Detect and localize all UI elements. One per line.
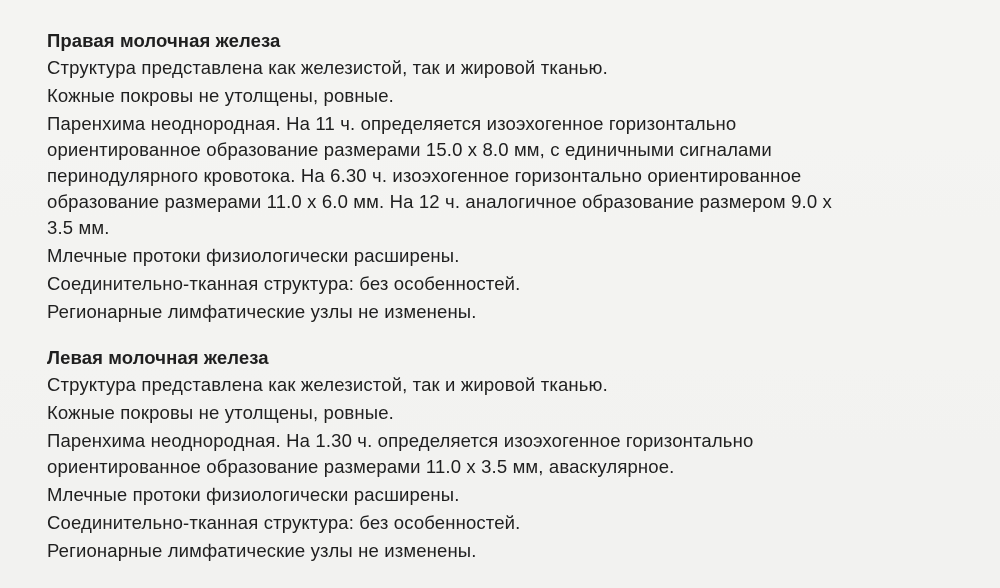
section-title-left: Левая молочная железа xyxy=(47,347,269,368)
text-line: перинодулярного кровотока. На 6.30 ч. изоэхогенное горизонтально ориентированное xyxy=(47,165,802,186)
left-breast-section xyxy=(47,346,977,564)
text-line: Соединительно-тканная структура: без особенностей. xyxy=(47,273,521,294)
text-line: Структура представлена как железистой, так и жировой тканью. xyxy=(47,374,608,395)
text-line: Регионарные лимфатические узлы не изменены. xyxy=(47,540,477,561)
text-line: Кожные покровы не утолщены, ровные. xyxy=(47,402,394,423)
right-breast-section xyxy=(47,29,977,325)
text-line: Регионарные лимфатические узлы не изменены. xyxy=(47,301,477,322)
text-line: ориентированное образование размерами 11.0 х 3.5 мм, аваскулярное. xyxy=(47,456,675,477)
text-line: Паренхима неоднородная. На 11 ч. определяется изоэхогенное горизонтально xyxy=(47,113,737,134)
text-line: ориентированное образование размерами 15.0 х 8.0 мм, с единичными сигналами xyxy=(47,139,772,160)
text-line: Структура представлена как железистой, так и жировой тканью. xyxy=(47,57,608,78)
text-line: Паренхима неоднородная. На 1.30 ч. определяется изоэхогенное горизонтально xyxy=(47,430,754,451)
text-line: образование размерами 11.0 х 6.0 мм. На 12 ч. аналогичное образование размером 9.0 х xyxy=(47,191,832,212)
text-line: Соединительно-тканная структура: без особенностей. xyxy=(47,512,521,533)
text-line: 3.5 мм. xyxy=(47,217,110,238)
text-line: Кожные покровы не утолщены, ровные. xyxy=(47,85,394,106)
text-line: Млечные протоки физиологически расширены. xyxy=(47,484,460,505)
text-line: Млечные протоки физиологически расширены. xyxy=(47,245,460,266)
section-title-right: Правая молочная железа xyxy=(47,30,281,51)
